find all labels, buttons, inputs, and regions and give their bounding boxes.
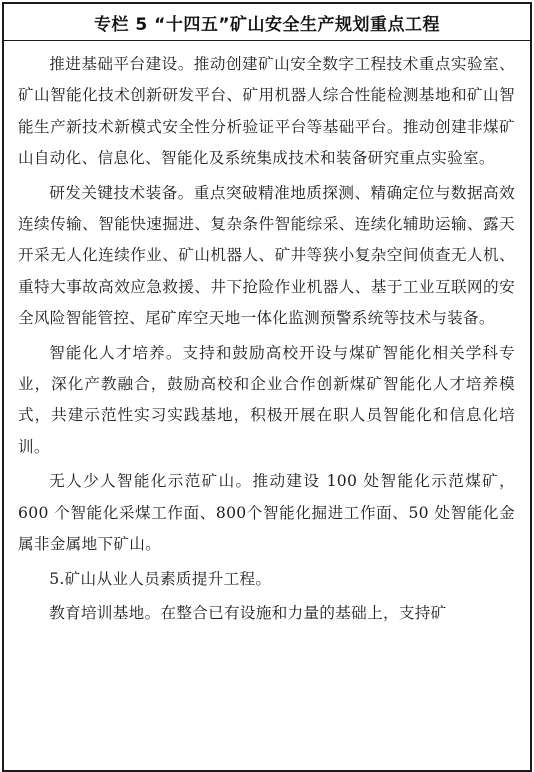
- box-title: 专栏 5 “十四五”矿山安全生产规划重点工程: [4, 4, 530, 41]
- box-content: [4, 41, 530, 629]
- paragraph-training-base: 教育培训基地。在整合已有设施和力量的基础上，支持矿: [49, 603, 447, 622]
- special-column-box: [2, 2, 532, 772]
- paragraph-talent: 智能化人才培养。支持和鼓励高校开设与煤矿智能化相关学科专业，深化产教融合，鼓励高校和企业合作创新煤矿智能化人才培养模式，共建示范性实习实践基地，积极开展在职人员智能化和信息化培训。: [18, 343, 515, 456]
- paragraph-equipment: 研发关键技术装备。重点突破精准地质探测、精确定位与数据高效连续传输、智能快速掘进、复杂条件智能综采、连续化辅助运输、露天开采无人化连续作业、矿山机器人、矿井等狭小复杂空间侦查无人机、重特大事故高效应急救援、井下抢险作业机器人、基于工业互联网的安全风险智能管控、尾矿库空天地一体化监测预警系统等技术与装备。: [18, 183, 515, 328]
- paragraph-demo-mines: 无人少人智能化示范矿山。推动建设 100 处智能化示范煤矿，600 个智能化采煤工作面、800个智能化掘进工作面、50 处智能化金属非金属地下矿山。: [18, 472, 515, 554]
- paragraph-section-5: 5.矿山从业人员素质提升工程。: [49, 569, 272, 588]
- paragraph-platform: 推进基础平台建设。推动创建矿山安全数字工程技术重点实验室、矿山智能化技术创新研发平台、矿用机器人综合性能检测基地和矿山智能生产新技术新模式安全性分析验证平台等基础平台。推动创建非煤矿山自动化、信息化、智能化及系统集成技术和装备研究重点实验室。: [18, 55, 515, 168]
